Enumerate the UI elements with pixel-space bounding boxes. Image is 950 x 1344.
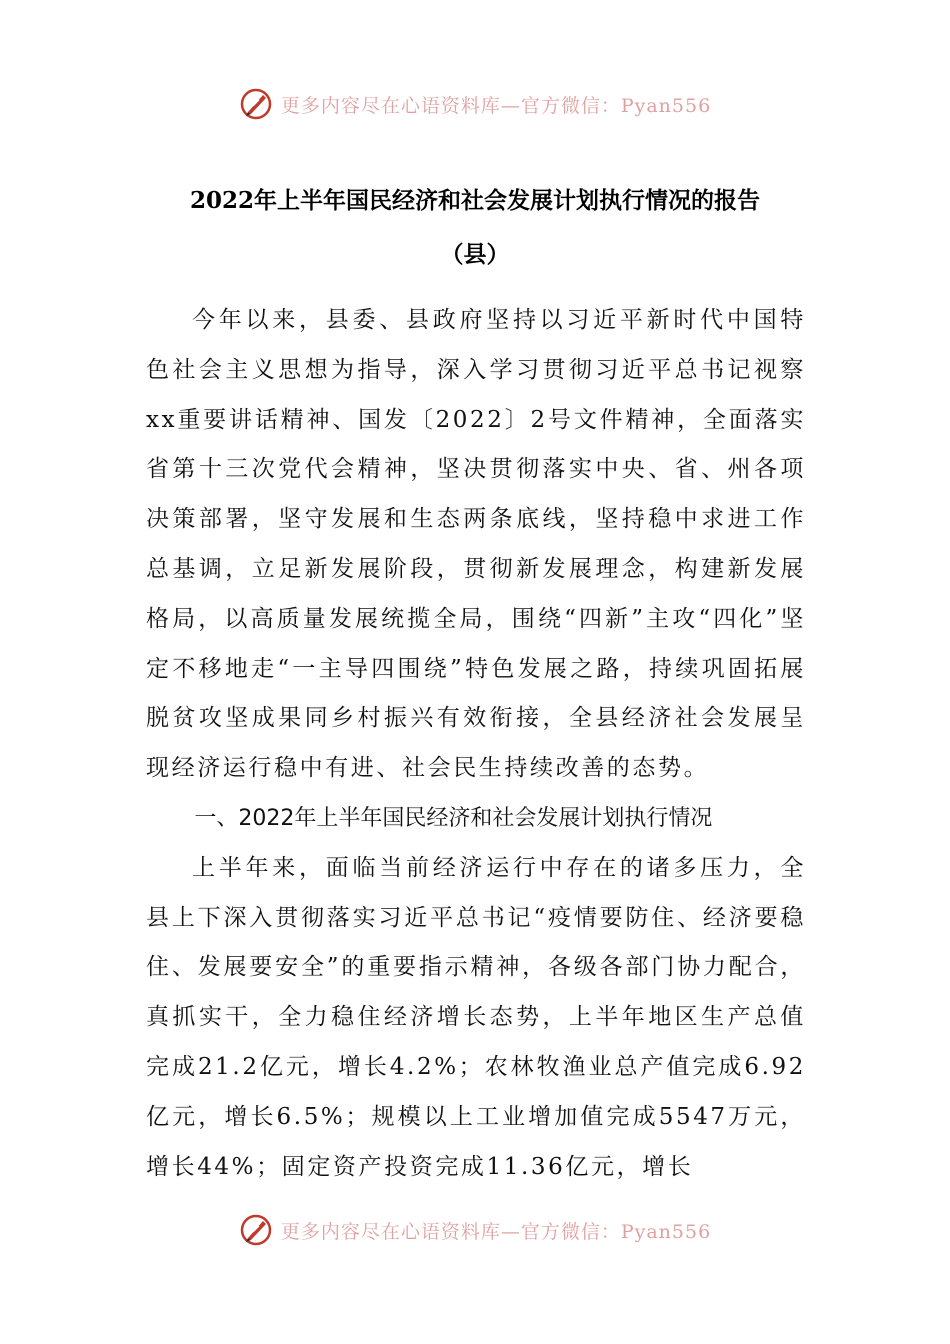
- intro-paragraph: 今年以来，县委、县政府坚持以习近平新时代中国特色社会主义思想为指导，深入学习贯彻习近平总书记视察xx重要讲话精神、国发〔2022〕2号文件精神，全面落实省第十三次党代会精神，坚决贯彻落实中央、省、州各项决策部署，坚守发展和生态两条底线，坚持稳中求进工作总基调，立足新发展阶段，贯彻新发展理念，构建新发展格局，以高质量发展统揽全局，围绕“四新”主攻“四化”坚定不移地走“一主导四围绕”特色发展之路，持续巩固拓展脱贫攻坚成果同乡村振兴有效衔接，全县经济社会发展呈现经济运行稳中有进、社会民生持续改善的态势。: [146, 307, 806, 782]
- title-line-2: （县）: [440, 241, 510, 268]
- section-heading: 一、2022年上半年国民经济和社会发展计划执行情况: [194, 805, 713, 831]
- body-paragraph: 上半年来，面临当前经济运行中存在的诸多压力，全县上下深入贯彻落实习近平总书记“疫情要防住、经济要稳住、发展要安全”的重要指示精神，各级各部门协力配合，真抓实干，全力稳住经济增长态势，上半年地区生产总值完成21.2亿元，增长4.2%；农林牧渔业总产值完成6.92亿元，增长6.5%；规模以上工业增加值完成5547万元，增长44%；固定资产投资完成11.36亿元，增长: [146, 854, 806, 1180]
- title-line-1: 2022年上半年国民经济和社会发展计划执行情况的报告: [189, 187, 760, 214]
- watermark-text: 更多内容尽在心语资料库—官方微信：Pyan556: [280, 94, 712, 117]
- watermark-footer: [0, 1210, 950, 1250]
- document-title: [0, 174, 950, 282]
- quill-pen-logo-icon: [239, 87, 273, 121]
- document-body: [146, 296, 806, 1192]
- quill-pen-logo-icon: [239, 1213, 273, 1247]
- watermark-header: [0, 84, 950, 124]
- watermark-text: 更多内容尽在心语资料库—官方微信：Pyan556: [280, 1220, 712, 1243]
